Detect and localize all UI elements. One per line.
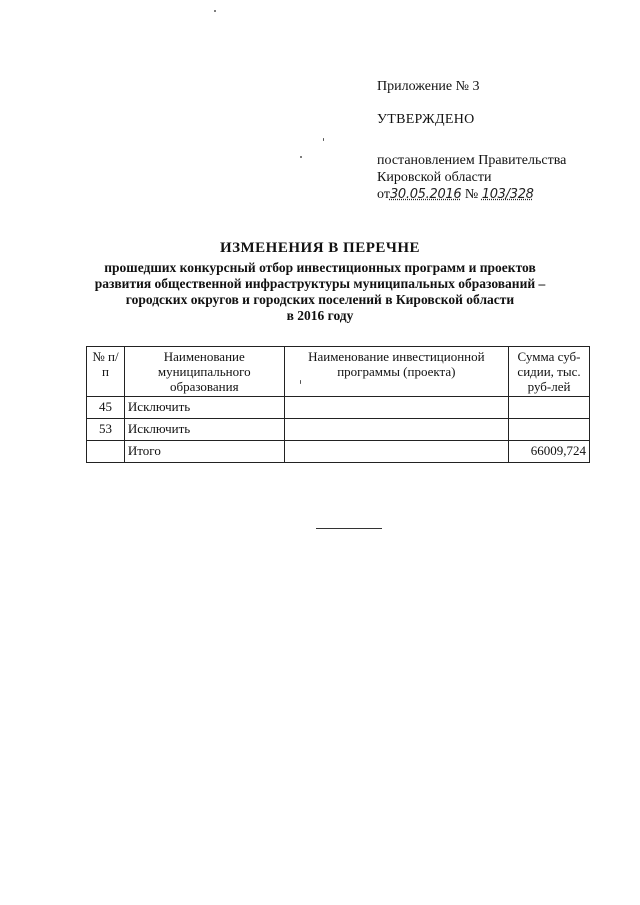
approval-header	[377, 78, 617, 203]
document-title	[60, 240, 580, 324]
closing-rule	[316, 528, 382, 529]
handwritten-number: 103/328	[481, 187, 534, 202]
decree-line-2: Кировской области	[377, 170, 492, 185]
row-number: 53	[87, 419, 125, 441]
header-sum: Сумма суб-сидии, тыс. руб-лей	[509, 347, 590, 397]
handwritten-date: 30.05.2016	[389, 187, 462, 202]
header-program: Наименование инвестиционной программы (проекта)	[284, 347, 508, 397]
table-row	[87, 397, 590, 419]
row-program	[284, 441, 508, 463]
row-sum: 66009,724	[509, 441, 590, 463]
row-sum	[509, 419, 590, 441]
row-municipality: Итого	[124, 441, 284, 463]
subtitle-line-3: городских округов и городских поселений в Кировской области	[125, 292, 515, 307]
subtitle-line-4: в 2016 году	[286, 308, 354, 323]
row-program	[284, 419, 508, 441]
subtitle-line-2: развития общественной инфраструктуры муниципальных образований –	[94, 276, 546, 291]
row-municipality: Исключить	[124, 419, 284, 441]
table-total-row	[87, 441, 590, 463]
row-municipality: Исключить	[124, 397, 284, 419]
decree-date-line	[377, 186, 617, 203]
scan-speck	[323, 138, 324, 141]
scan-speck	[300, 380, 301, 384]
main-title: ИЗМЕНЕНИЯ В ПЕРЕЧНЕ	[219, 240, 421, 256]
row-number: 45	[87, 397, 125, 419]
approved-label: УТВЕРЖДЕНО	[377, 112, 475, 127]
row-program	[284, 397, 508, 419]
row-sum	[509, 397, 590, 419]
table-row	[87, 419, 590, 441]
table-header-row	[87, 347, 590, 397]
decree-line-1: постановлением Правительства	[377, 153, 567, 168]
scan-speck	[214, 10, 216, 12]
header-number: № п/п	[87, 347, 125, 397]
changes-table	[86, 346, 590, 463]
number-prefix: №	[464, 187, 479, 202]
appendix-label: Приложение № 3	[377, 79, 480, 94]
date-prefix: от	[377, 187, 390, 202]
row-number	[87, 441, 125, 463]
header-municipality: Наименование муниципального образования	[124, 347, 284, 397]
subtitle-line-1: прошедших конкурсный отбор инвестиционных программ и проектов	[104, 260, 536, 275]
scan-speck	[300, 156, 302, 158]
